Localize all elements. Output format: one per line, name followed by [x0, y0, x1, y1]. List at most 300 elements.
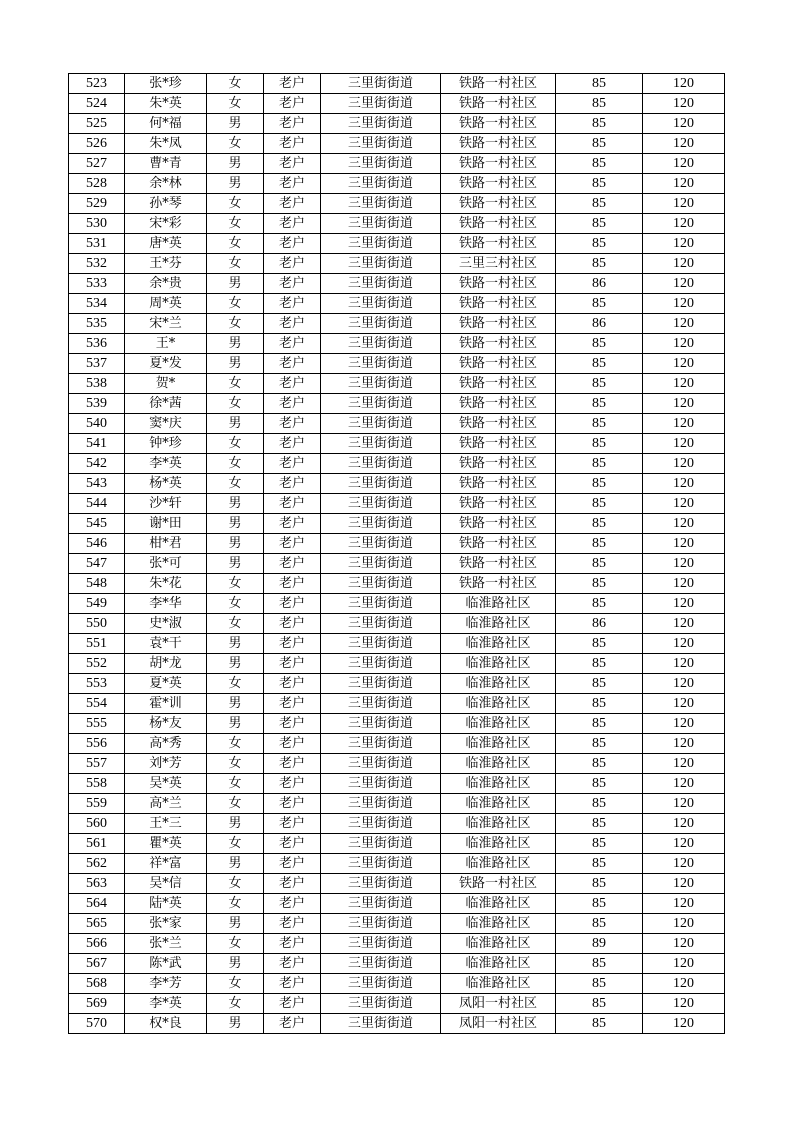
household-type-cell: 老户	[264, 934, 321, 954]
table-row	[69, 74, 725, 94]
age-cell: 85	[556, 454, 643, 474]
name-cell: 刘*芳	[125, 754, 207, 774]
subdistrict-cell: 三里街街道	[321, 774, 441, 794]
seq-cell: 564	[69, 894, 125, 914]
amount-cell: 120	[643, 614, 725, 634]
table-row	[69, 254, 725, 274]
seq-cell: 528	[69, 174, 125, 194]
table-row	[69, 974, 725, 994]
community-cell: 铁路一村社区	[441, 114, 556, 134]
age-cell: 85	[556, 194, 643, 214]
amount-cell: 120	[643, 334, 725, 354]
name-cell: 柑*君	[125, 534, 207, 554]
subdistrict-cell: 三里街街道	[321, 574, 441, 594]
subdistrict-cell: 三里街街道	[321, 294, 441, 314]
subdistrict-cell: 三里街街道	[321, 814, 441, 834]
gender-cell: 女	[207, 74, 264, 94]
subdistrict-cell: 三里街街道	[321, 414, 441, 434]
household-type-cell: 老户	[264, 954, 321, 974]
table-row	[69, 994, 725, 1014]
name-cell: 权*良	[125, 1014, 207, 1034]
subdistrict-cell: 三里街街道	[321, 834, 441, 854]
community-cell: 铁路一村社区	[441, 354, 556, 374]
table-row	[69, 954, 725, 974]
table-row	[69, 334, 725, 354]
seq-cell: 551	[69, 634, 125, 654]
gender-cell: 女	[207, 474, 264, 494]
name-cell: 祥*富	[125, 854, 207, 874]
name-cell: 余*林	[125, 174, 207, 194]
subdistrict-cell: 三里街街道	[321, 234, 441, 254]
age-cell: 85	[556, 594, 643, 614]
amount-cell: 120	[643, 574, 725, 594]
gender-cell: 女	[207, 434, 264, 454]
household-type-cell: 老户	[264, 494, 321, 514]
gender-cell: 男	[207, 154, 264, 174]
seq-cell: 549	[69, 594, 125, 614]
table-row	[69, 574, 725, 594]
amount-cell: 120	[643, 154, 725, 174]
community-cell: 铁路一村社区	[441, 494, 556, 514]
age-cell: 85	[556, 234, 643, 254]
gender-cell: 男	[207, 1014, 264, 1034]
seq-cell: 568	[69, 974, 125, 994]
community-cell: 铁路一村社区	[441, 194, 556, 214]
community-cell: 临淮路社区	[441, 654, 556, 674]
subdistrict-cell: 三里街街道	[321, 134, 441, 154]
age-cell: 86	[556, 314, 643, 334]
name-cell: 宋*彩	[125, 214, 207, 234]
name-cell: 夏*英	[125, 674, 207, 694]
name-cell: 张*珍	[125, 74, 207, 94]
table-row	[69, 134, 725, 154]
subdistrict-cell: 三里街街道	[321, 974, 441, 994]
gender-cell: 男	[207, 654, 264, 674]
age-cell: 85	[556, 154, 643, 174]
household-type-cell: 老户	[264, 834, 321, 854]
age-cell: 85	[556, 954, 643, 974]
name-cell: 朱*凤	[125, 134, 207, 154]
seq-cell: 542	[69, 454, 125, 474]
community-cell: 临淮路社区	[441, 894, 556, 914]
subdistrict-cell: 三里街街道	[321, 554, 441, 574]
community-cell: 铁路一村社区	[441, 374, 556, 394]
community-cell: 临淮路社区	[441, 694, 556, 714]
community-cell: 临淮路社区	[441, 674, 556, 694]
community-cell: 临淮路社区	[441, 854, 556, 874]
amount-cell: 120	[643, 994, 725, 1014]
age-cell: 85	[556, 734, 643, 754]
age-cell: 85	[556, 534, 643, 554]
seq-cell: 527	[69, 154, 125, 174]
gender-cell: 女	[207, 94, 264, 114]
table-row	[69, 94, 725, 114]
amount-cell: 120	[643, 554, 725, 574]
gender-cell: 女	[207, 974, 264, 994]
subdistrict-cell: 三里街街道	[321, 114, 441, 134]
age-cell: 85	[556, 494, 643, 514]
name-cell: 谢*田	[125, 514, 207, 534]
gender-cell: 男	[207, 854, 264, 874]
amount-cell: 120	[643, 774, 725, 794]
gender-cell: 女	[207, 234, 264, 254]
community-cell: 临淮路社区	[441, 594, 556, 614]
household-type-cell: 老户	[264, 314, 321, 334]
amount-cell: 120	[643, 894, 725, 914]
table-row	[69, 434, 725, 454]
community-cell: 临淮路社区	[441, 974, 556, 994]
amount-cell: 120	[643, 314, 725, 334]
seq-cell: 548	[69, 574, 125, 594]
subdistrict-cell: 三里街街道	[321, 254, 441, 274]
community-cell: 铁路一村社区	[441, 314, 556, 334]
age-cell: 85	[556, 674, 643, 694]
seq-cell: 540	[69, 414, 125, 434]
amount-cell: 120	[643, 94, 725, 114]
table-row	[69, 514, 725, 534]
table-row	[69, 374, 725, 394]
amount-cell: 120	[643, 174, 725, 194]
age-cell: 85	[556, 134, 643, 154]
age-cell: 85	[556, 654, 643, 674]
name-cell: 曹*青	[125, 154, 207, 174]
gender-cell: 男	[207, 414, 264, 434]
household-type-cell: 老户	[264, 594, 321, 614]
gender-cell: 男	[207, 554, 264, 574]
subdistrict-cell: 三里街街道	[321, 734, 441, 754]
seq-cell: 523	[69, 74, 125, 94]
household-type-cell: 老户	[264, 534, 321, 554]
gender-cell: 女	[207, 454, 264, 474]
community-cell: 铁路一村社区	[441, 94, 556, 114]
household-type-cell: 老户	[264, 734, 321, 754]
table-row	[69, 794, 725, 814]
age-cell: 85	[556, 374, 643, 394]
household-type-cell: 老户	[264, 114, 321, 134]
table-row	[69, 854, 725, 874]
age-cell: 85	[556, 914, 643, 934]
age-cell: 85	[556, 554, 643, 574]
seq-cell: 536	[69, 334, 125, 354]
name-cell: 孙*琴	[125, 194, 207, 214]
gender-cell: 女	[207, 594, 264, 614]
subdistrict-cell: 三里街街道	[321, 1014, 441, 1034]
community-cell: 凤阳一村社区	[441, 1014, 556, 1034]
community-cell: 铁路一村社区	[441, 234, 556, 254]
household-type-cell: 老户	[264, 974, 321, 994]
community-cell: 临淮路社区	[441, 774, 556, 794]
gender-cell: 男	[207, 634, 264, 654]
gender-cell: 女	[207, 394, 264, 414]
subdistrict-cell: 三里街街道	[321, 754, 441, 774]
amount-cell: 120	[643, 934, 725, 954]
age-cell: 85	[556, 974, 643, 994]
gender-cell: 男	[207, 714, 264, 734]
seq-cell: 533	[69, 274, 125, 294]
seq-cell: 525	[69, 114, 125, 134]
table-row	[69, 314, 725, 334]
age-cell: 89	[556, 934, 643, 954]
subdistrict-cell: 三里街街道	[321, 154, 441, 174]
community-cell: 临淮路社区	[441, 794, 556, 814]
amount-cell: 120	[643, 914, 725, 934]
amount-cell: 120	[643, 214, 725, 234]
household-type-cell: 老户	[264, 814, 321, 834]
subdistrict-cell: 三里街街道	[321, 394, 441, 414]
amount-cell: 120	[643, 714, 725, 734]
community-cell: 临淮路社区	[441, 614, 556, 634]
seq-cell: 565	[69, 914, 125, 934]
household-type-cell: 老户	[264, 174, 321, 194]
age-cell: 85	[556, 214, 643, 234]
table-row	[69, 894, 725, 914]
gender-cell: 男	[207, 534, 264, 554]
age-cell: 85	[556, 334, 643, 354]
amount-cell: 120	[643, 274, 725, 294]
household-type-cell: 老户	[264, 74, 321, 94]
subdistrict-cell: 三里街街道	[321, 534, 441, 554]
seq-cell: 550	[69, 614, 125, 634]
table-row	[69, 734, 725, 754]
household-type-cell: 老户	[264, 654, 321, 674]
seq-cell: 530	[69, 214, 125, 234]
seq-cell: 544	[69, 494, 125, 514]
community-cell: 铁路一村社区	[441, 454, 556, 474]
subdistrict-cell: 三里街街道	[321, 94, 441, 114]
name-cell: 袁*干	[125, 634, 207, 654]
table-row	[69, 694, 725, 714]
gender-cell: 女	[207, 934, 264, 954]
amount-cell: 120	[643, 594, 725, 614]
gender-cell: 女	[207, 194, 264, 214]
household-type-cell: 老户	[264, 334, 321, 354]
age-cell: 85	[556, 294, 643, 314]
amount-cell: 120	[643, 514, 725, 534]
gender-cell: 女	[207, 254, 264, 274]
name-cell: 李*英	[125, 994, 207, 1014]
table-row	[69, 634, 725, 654]
household-type-cell: 老户	[264, 374, 321, 394]
subdistrict-cell: 三里街街道	[321, 194, 441, 214]
community-cell: 铁路一村社区	[441, 474, 556, 494]
gender-cell: 男	[207, 694, 264, 714]
seq-cell: 552	[69, 654, 125, 674]
age-cell: 85	[556, 774, 643, 794]
subdistrict-cell: 三里街街道	[321, 674, 441, 694]
table-row	[69, 474, 725, 494]
name-cell: 朱*英	[125, 94, 207, 114]
household-type-cell: 老户	[264, 714, 321, 734]
amount-cell: 120	[643, 874, 725, 894]
table-row	[69, 154, 725, 174]
community-cell: 临淮路社区	[441, 834, 556, 854]
table-row	[69, 874, 725, 894]
gender-cell: 女	[207, 894, 264, 914]
amount-cell: 120	[643, 794, 725, 814]
seq-cell: 538	[69, 374, 125, 394]
community-cell: 临淮路社区	[441, 934, 556, 954]
seq-cell: 537	[69, 354, 125, 374]
gender-cell: 女	[207, 574, 264, 594]
amount-cell: 120	[643, 394, 725, 414]
household-type-cell: 老户	[264, 194, 321, 214]
age-cell: 85	[556, 94, 643, 114]
gender-cell: 男	[207, 914, 264, 934]
amount-cell: 120	[643, 374, 725, 394]
name-cell: 王*	[125, 334, 207, 354]
age-cell: 85	[556, 634, 643, 654]
household-type-cell: 老户	[264, 674, 321, 694]
age-cell: 85	[556, 714, 643, 734]
community-cell: 铁路一村社区	[441, 134, 556, 154]
household-type-cell: 老户	[264, 1014, 321, 1034]
table-row	[69, 494, 725, 514]
name-cell: 沙*轩	[125, 494, 207, 514]
amount-cell: 120	[643, 294, 725, 314]
table-row	[69, 814, 725, 834]
roster-body	[69, 74, 725, 1034]
seq-cell: 570	[69, 1014, 125, 1034]
gender-cell: 男	[207, 494, 264, 514]
table-row	[69, 114, 725, 134]
community-cell: 临淮路社区	[441, 634, 556, 654]
seq-cell: 563	[69, 874, 125, 894]
household-type-cell: 老户	[264, 454, 321, 474]
subdistrict-cell: 三里街街道	[321, 314, 441, 334]
gender-cell: 女	[207, 774, 264, 794]
name-cell: 唐*英	[125, 234, 207, 254]
amount-cell: 120	[643, 414, 725, 434]
gender-cell: 女	[207, 614, 264, 634]
gender-cell: 女	[207, 674, 264, 694]
amount-cell: 120	[643, 1014, 725, 1034]
household-type-cell: 老户	[264, 854, 321, 874]
subdistrict-cell: 三里街街道	[321, 274, 441, 294]
gender-cell: 女	[207, 754, 264, 774]
amount-cell: 120	[643, 974, 725, 994]
amount-cell: 120	[643, 814, 725, 834]
age-cell: 85	[556, 114, 643, 134]
name-cell: 胡*龙	[125, 654, 207, 674]
table-row	[69, 614, 725, 634]
subdistrict-cell: 三里街街道	[321, 894, 441, 914]
seq-cell: 567	[69, 954, 125, 974]
subdistrict-cell: 三里街街道	[321, 854, 441, 874]
subdistrict-cell: 三里街街道	[321, 954, 441, 974]
seq-cell: 543	[69, 474, 125, 494]
gender-cell: 女	[207, 374, 264, 394]
subdistrict-cell: 三里街街道	[321, 354, 441, 374]
age-cell: 85	[556, 354, 643, 374]
household-type-cell: 老户	[264, 514, 321, 534]
subdistrict-cell: 三里街街道	[321, 454, 441, 474]
subdistrict-cell: 三里街街道	[321, 934, 441, 954]
name-cell: 陆*英	[125, 894, 207, 914]
subdistrict-cell: 三里街街道	[321, 874, 441, 894]
table-row	[69, 594, 725, 614]
name-cell: 贺*	[125, 374, 207, 394]
household-type-cell: 老户	[264, 274, 321, 294]
table-row	[69, 454, 725, 474]
table-row	[69, 354, 725, 374]
amount-cell: 120	[643, 114, 725, 134]
age-cell: 85	[556, 994, 643, 1014]
name-cell: 王*芬	[125, 254, 207, 274]
gender-cell: 男	[207, 814, 264, 834]
subdistrict-cell: 三里街街道	[321, 214, 441, 234]
household-type-cell: 老户	[264, 294, 321, 314]
community-cell: 铁路一村社区	[441, 574, 556, 594]
gender-cell: 男	[207, 354, 264, 374]
seq-cell: 559	[69, 794, 125, 814]
community-cell: 铁路一村社区	[441, 514, 556, 534]
household-type-cell: 老户	[264, 914, 321, 934]
community-cell: 铁路一村社区	[441, 214, 556, 234]
table-row	[69, 274, 725, 294]
age-cell: 85	[556, 414, 643, 434]
community-cell: 凤阳一村社区	[441, 994, 556, 1014]
community-cell: 临淮路社区	[441, 954, 556, 974]
seq-cell: 555	[69, 714, 125, 734]
household-type-cell: 老户	[264, 774, 321, 794]
name-cell: 宋*兰	[125, 314, 207, 334]
age-cell: 85	[556, 434, 643, 454]
subdistrict-cell: 三里街街道	[321, 594, 441, 614]
gender-cell: 女	[207, 134, 264, 154]
name-cell: 高*秀	[125, 734, 207, 754]
community-cell: 铁路一村社区	[441, 154, 556, 174]
name-cell: 杨*英	[125, 474, 207, 494]
seq-cell: 562	[69, 854, 125, 874]
table-row	[69, 294, 725, 314]
age-cell: 85	[556, 874, 643, 894]
subdistrict-cell: 三里街街道	[321, 794, 441, 814]
age-cell: 85	[556, 514, 643, 534]
amount-cell: 120	[643, 354, 725, 374]
table-row	[69, 914, 725, 934]
gender-cell: 女	[207, 794, 264, 814]
amount-cell: 120	[643, 234, 725, 254]
household-type-cell: 老户	[264, 474, 321, 494]
amount-cell: 120	[643, 434, 725, 454]
community-cell: 铁路一村社区	[441, 294, 556, 314]
table-row	[69, 174, 725, 194]
name-cell: 吴*英	[125, 774, 207, 794]
amount-cell: 120	[643, 634, 725, 654]
age-cell: 86	[556, 614, 643, 634]
amount-cell: 120	[643, 734, 725, 754]
name-cell: 陈*武	[125, 954, 207, 974]
community-cell: 铁路一村社区	[441, 334, 556, 354]
table-row	[69, 774, 725, 794]
subdistrict-cell: 三里街街道	[321, 994, 441, 1014]
age-cell: 85	[556, 754, 643, 774]
age-cell: 85	[556, 794, 643, 814]
community-cell: 临淮路社区	[441, 754, 556, 774]
gender-cell: 男	[207, 114, 264, 134]
amount-cell: 120	[643, 454, 725, 474]
community-cell: 铁路一村社区	[441, 414, 556, 434]
household-type-cell: 老户	[264, 894, 321, 914]
seq-cell: 532	[69, 254, 125, 274]
age-cell: 85	[556, 474, 643, 494]
community-cell: 临淮路社区	[441, 714, 556, 734]
gender-cell: 男	[207, 174, 264, 194]
name-cell: 吴*信	[125, 874, 207, 894]
name-cell: 夏*发	[125, 354, 207, 374]
gender-cell: 女	[207, 834, 264, 854]
table-row	[69, 534, 725, 554]
